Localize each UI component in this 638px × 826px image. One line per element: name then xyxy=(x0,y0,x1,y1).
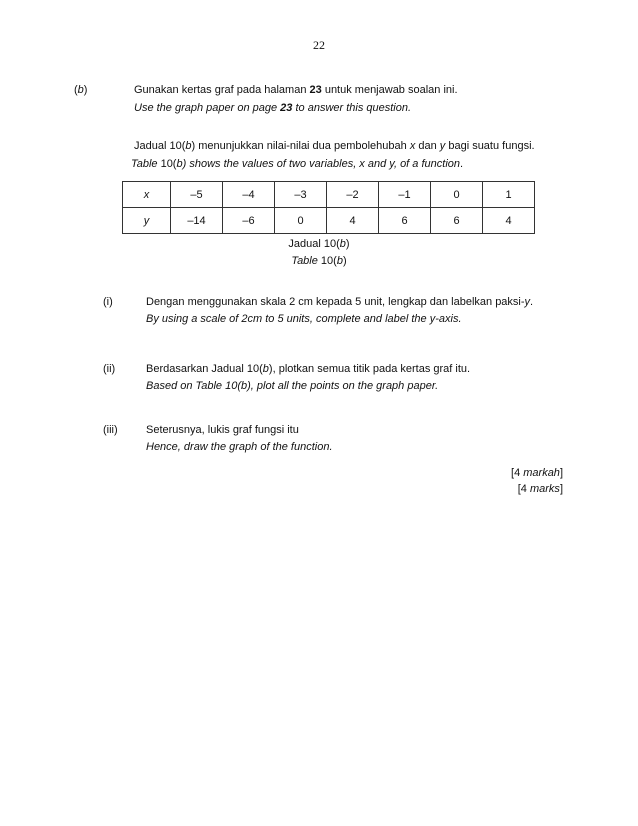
instruction-english: Use the graph paper on page 23 to answer this question. xyxy=(134,102,412,114)
table-intro-malay: Jadual 10(b) menunjukkan nilai-nilai dua pembolehubah x dan y bagi suatu fungsi. xyxy=(134,140,535,152)
subpart-label-i: (i) xyxy=(103,296,113,308)
table-cell: 0 xyxy=(431,182,483,208)
values-table xyxy=(122,181,535,234)
instruction-malay: Gunakan kertas graf pada halaman 23 untuk menjawab soalan ini. xyxy=(134,84,458,96)
table-cell: –3 xyxy=(275,182,327,208)
table-row-x xyxy=(123,182,535,208)
table-intro-english: Table 10(b) shows the values of two variables, x and y, of a function. xyxy=(131,158,464,170)
table-cell: 6 xyxy=(431,208,483,234)
table-caption-malay: Jadual 10(b) xyxy=(288,238,350,250)
table-cell: 4 xyxy=(483,208,535,234)
table-cell: –4 xyxy=(223,182,275,208)
table-cell: 1 xyxy=(483,182,535,208)
marks-english: [4 marks] xyxy=(517,483,563,495)
table-caption-english: Table 10(b) xyxy=(291,255,347,267)
table-row-y xyxy=(123,208,535,234)
table-cell: 6 xyxy=(379,208,431,234)
table-cell: –6 xyxy=(223,208,275,234)
subpart-ii-malay: Berdasarkan Jadual 10(b), plotkan semua titik pada kertas graf itu. xyxy=(146,363,471,375)
subpart-i-english: By using a scale of 2cm to 5 units, complete and label the y-axis. xyxy=(146,313,462,325)
subpart-ii-english: Based on Table 10(b), plot all the points on the graph paper. xyxy=(146,380,439,392)
table-header-y: y xyxy=(123,208,171,234)
subpart-iii-malay: Seterusnya, lukis graf fungsi itu xyxy=(146,424,299,436)
table-cell: –2 xyxy=(327,182,379,208)
subpart-label-ii: (ii) xyxy=(103,363,116,375)
table-cell: 0 xyxy=(275,208,327,234)
part-label: (b) xyxy=(74,84,88,96)
subpart-i-malay: Dengan menggunakan skala 2 cm kepada 5 unit, lengkap dan labelkan paksi-y. xyxy=(146,296,534,308)
table-cell: –1 xyxy=(379,182,431,208)
subpart-label-iii: (iii) xyxy=(103,424,118,436)
table-cell: –5 xyxy=(171,182,223,208)
subpart-iii-english: Hence, draw the graph of the function. xyxy=(146,441,333,453)
table-cell: 4 xyxy=(327,208,379,234)
table-header-x: x xyxy=(123,182,171,208)
table-cell: –14 xyxy=(171,208,223,234)
page-number: 22 xyxy=(313,38,325,52)
marks-malay: [4 markah] xyxy=(511,467,563,479)
